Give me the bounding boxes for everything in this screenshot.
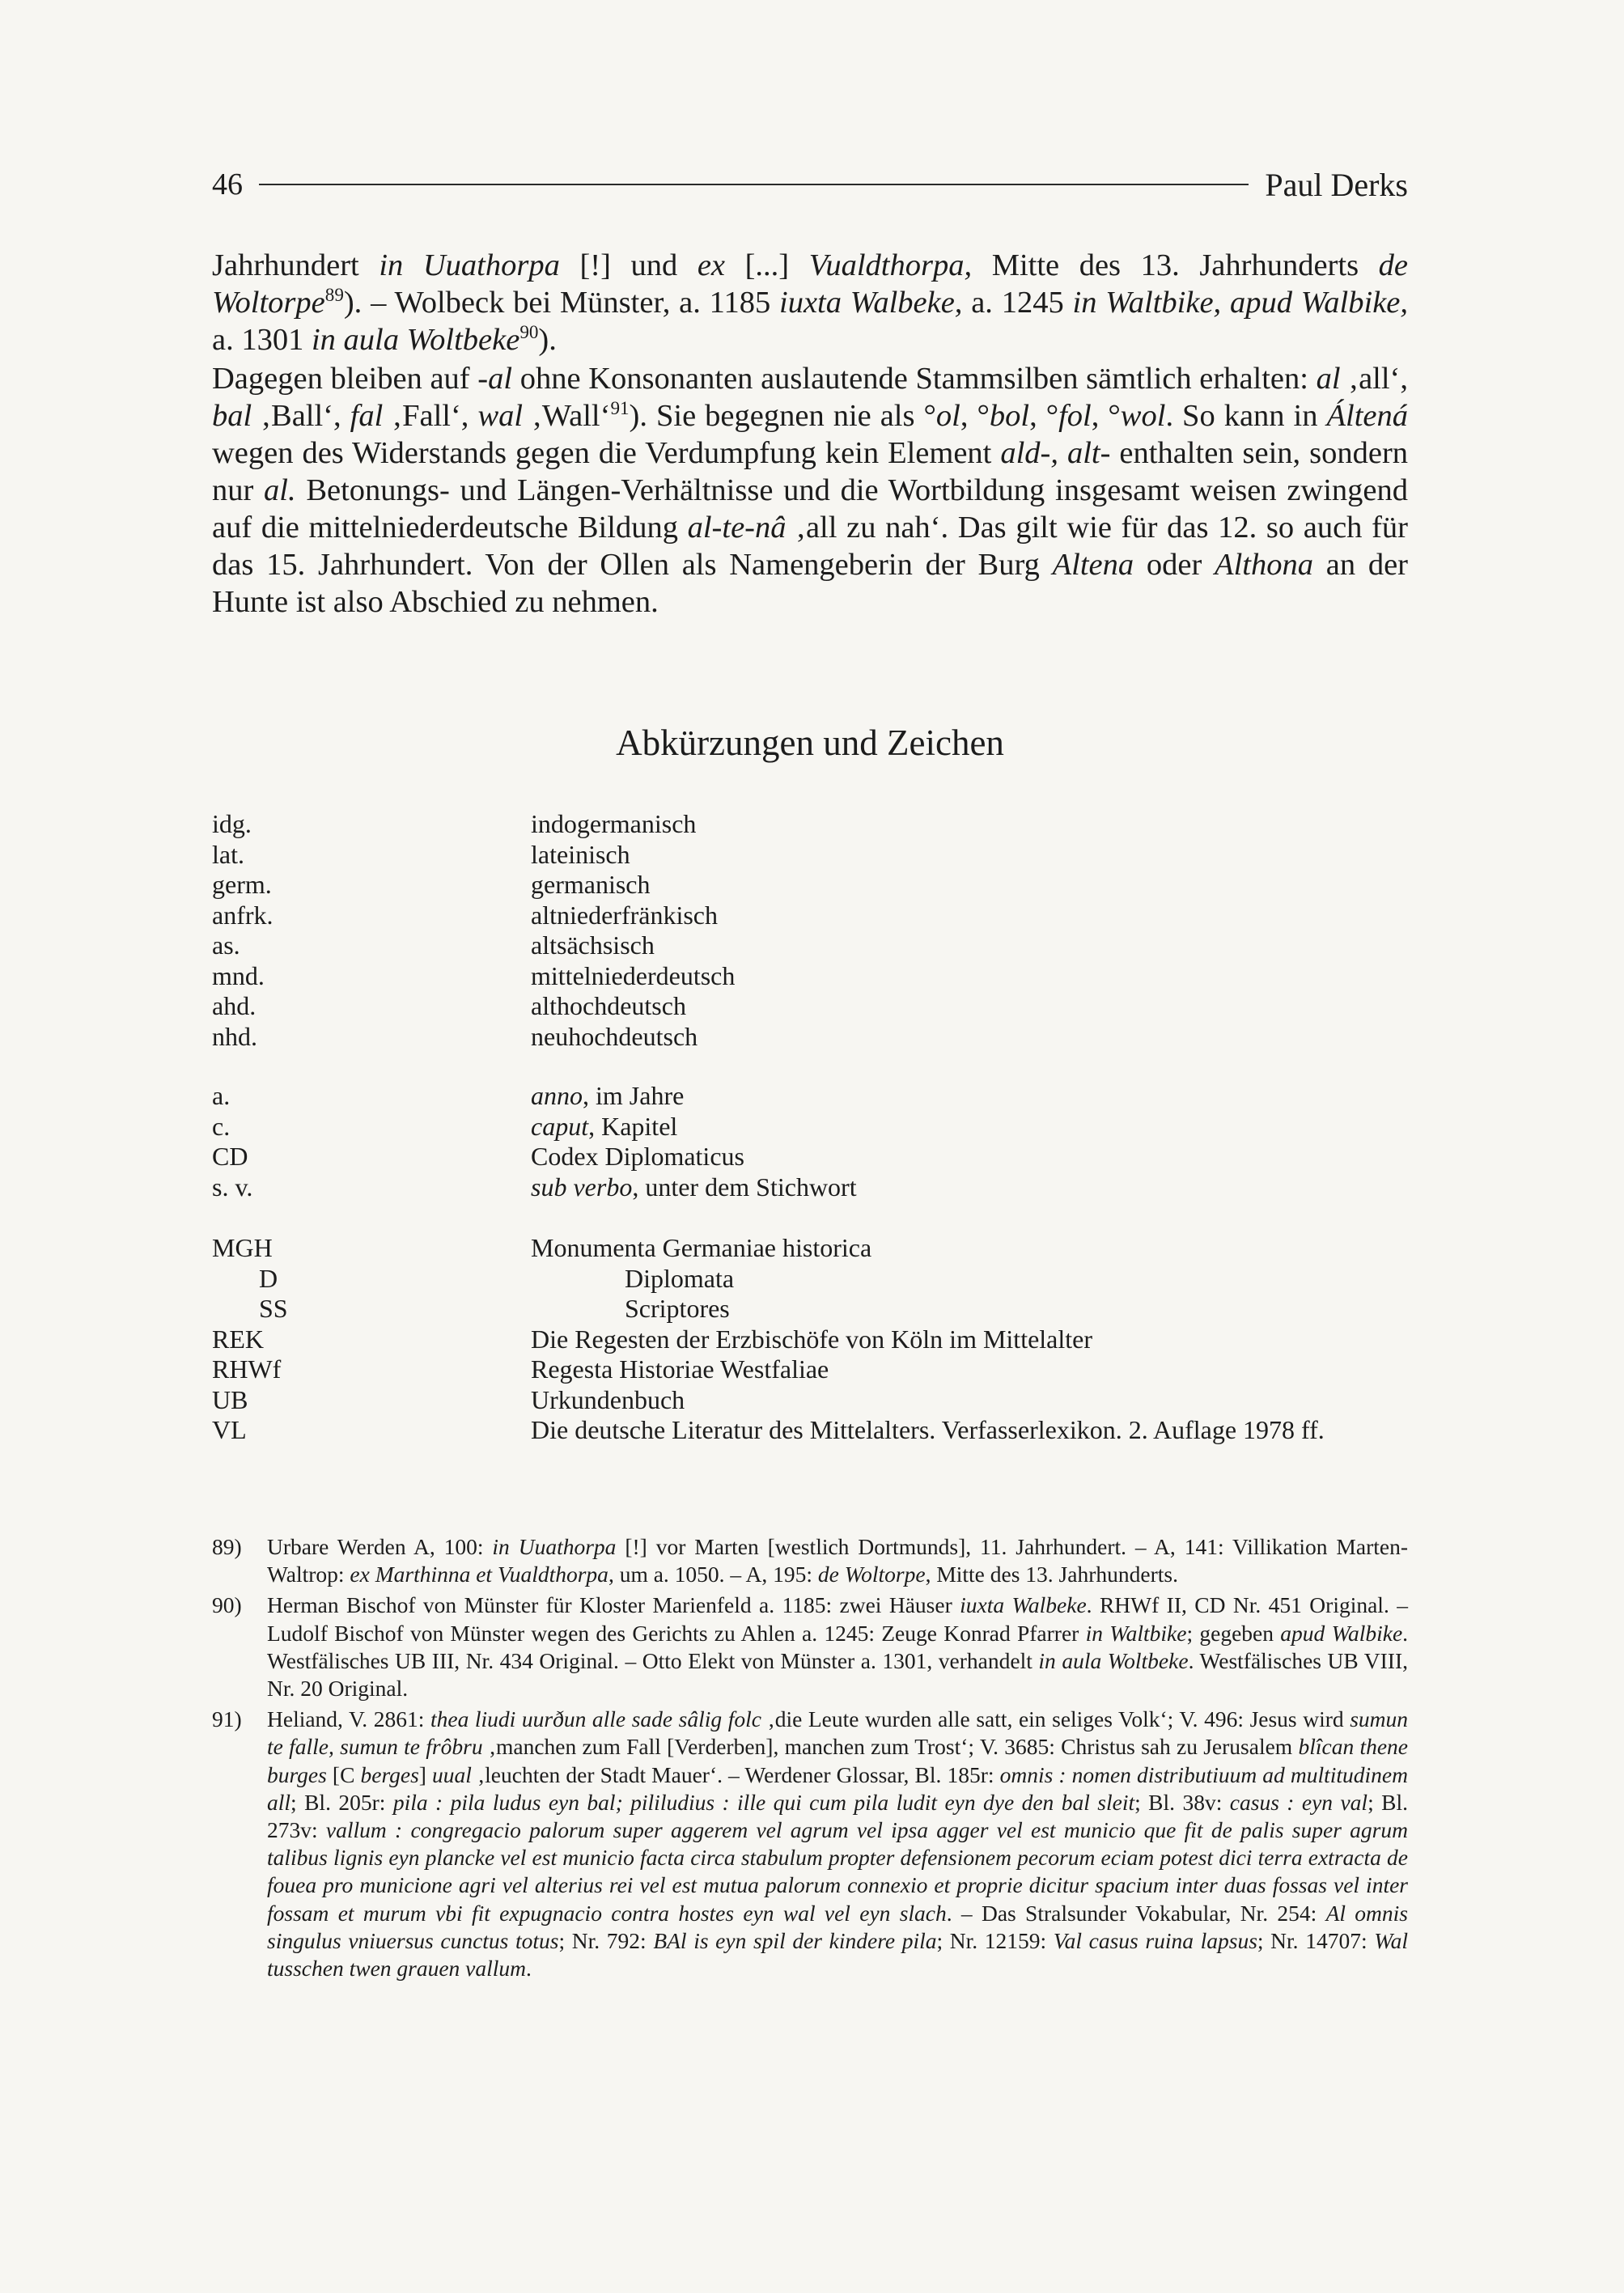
text-run: ohne Konsonanten auslautende Stammsilben sämtlich erhalten: bbox=[512, 362, 1317, 396]
text-run: Dagegen bleiben auf bbox=[212, 362, 478, 396]
abbrev-key: as. bbox=[212, 930, 240, 960]
text-run: lateinisch bbox=[531, 839, 630, 869]
abbrev-definition bbox=[531, 1354, 1408, 1385]
text-run: al bbox=[1316, 362, 1341, 396]
abbrev-key: c. bbox=[212, 1111, 231, 1141]
text-run: neuhochdeutsch bbox=[531, 1021, 698, 1051]
abbrev-definition bbox=[531, 809, 1408, 840]
text-run: althochdeutsch bbox=[531, 991, 686, 1020]
footnote-text bbox=[267, 1592, 1408, 1702]
text-run: a. 1245 bbox=[962, 286, 1073, 320]
running-header bbox=[212, 160, 1408, 209]
text-run: fal bbox=[350, 399, 384, 433]
text-run: altniederfränkisch bbox=[531, 900, 718, 930]
text-run: berges bbox=[360, 1761, 419, 1787]
text-run: Jahrhundert bbox=[212, 248, 379, 282]
text-run: Vualdthorpa, bbox=[808, 248, 973, 282]
text-run: enthalten sein, sondern nur bbox=[212, 436, 1409, 507]
abbrev-definition bbox=[531, 961, 1408, 992]
text-run: Áltená bbox=[1326, 399, 1408, 433]
text-run: ; Bl. 38v: bbox=[1134, 1789, 1230, 1815]
abbrev-key: lat. bbox=[212, 839, 244, 869]
text-run: germanisch bbox=[531, 870, 651, 899]
abbrev-key: CD bbox=[212, 1142, 248, 1171]
text-run: in Uuathorpa bbox=[492, 1534, 617, 1559]
abbrev-group-2 bbox=[212, 1081, 1408, 1202]
abbrev-group-1 bbox=[212, 809, 1408, 1052]
page-number: 46 bbox=[212, 167, 243, 201]
abbrev-key: VL bbox=[212, 1415, 247, 1444]
abbrev-row bbox=[212, 870, 1408, 901]
abbrev-row bbox=[212, 1142, 1408, 1172]
text-run: sumun te falle, sumun te frôbru bbox=[267, 1706, 1408, 1760]
abbrev-row bbox=[212, 1415, 1408, 1446]
abbrev-definition bbox=[531, 1415, 1408, 1446]
text-run: , Kapitel bbox=[588, 1111, 678, 1141]
text-run: Urkundenbuch bbox=[531, 1384, 685, 1414]
footnote-ref: 91 bbox=[610, 397, 630, 419]
abbrev-row bbox=[212, 1264, 1408, 1295]
text-run: . – Das Stralsunder Vokabular, Nr. 254: bbox=[946, 1900, 1326, 1926]
text-run: Altena bbox=[1052, 548, 1134, 582]
text-run: in aula Woltbeke bbox=[1038, 1647, 1189, 1673]
text-run: casus : eyn val bbox=[1229, 1789, 1368, 1815]
abbrev-definition bbox=[531, 1172, 1408, 1203]
abbrev-key: mnd. bbox=[212, 960, 265, 990]
text-run: de Woltorpe bbox=[817, 1562, 926, 1587]
text-run: bal bbox=[212, 399, 252, 433]
footnote-number: 89) bbox=[212, 1534, 242, 1559]
abbrev-definition bbox=[531, 1325, 1408, 1355]
text-run: Wal tusschen twen grauen vallum bbox=[267, 1927, 1409, 1981]
abbrev-definition bbox=[531, 870, 1408, 901]
running-author: Paul Derks bbox=[1265, 166, 1408, 203]
text-run: [!] vor Marten [westlich Dortmunds], 11. Jahrhundert. – A, 141: Villikation Marten-Waltrop: bbox=[267, 1534, 1408, 1587]
text-run: -al bbox=[477, 362, 513, 396]
text-run: al-te-nâ bbox=[687, 511, 787, 545]
abbrev-row bbox=[212, 840, 1408, 871]
footnote bbox=[212, 1533, 1408, 1588]
text-run: anno bbox=[531, 1081, 583, 1110]
paragraph-2 bbox=[212, 360, 1408, 621]
text-run: caput bbox=[531, 1111, 589, 1141]
abbrev-definition bbox=[531, 1385, 1408, 1416]
text-run: , im Jahre bbox=[583, 1081, 685, 1110]
abbrev-key: a. bbox=[212, 1081, 231, 1110]
text-run: in Uuathorpa bbox=[379, 248, 560, 282]
header-rule bbox=[259, 184, 1249, 185]
text-run: wal bbox=[477, 399, 524, 433]
text-run: ‚all zu nah‘. Das gilt wie für das 12. so auch für das 15. Jahrhundert. Von der Ollen als Namengeberin der Burg bbox=[212, 511, 1408, 582]
paragraph-1 bbox=[212, 247, 1408, 358]
footnote-text bbox=[267, 1533, 1408, 1588]
abbrev-row bbox=[212, 991, 1408, 1022]
abbrev-row bbox=[212, 1354, 1408, 1385]
text-run: thea liudi uurðun alle sade sâlig folc bbox=[430, 1706, 761, 1732]
footnote-ref: 90 bbox=[519, 321, 539, 343]
abbrev-key: MGH bbox=[212, 1233, 273, 1262]
abbrev-definition bbox=[531, 1233, 1408, 1264]
text-run: ex bbox=[697, 248, 726, 282]
text-run: , ° bbox=[1091, 399, 1121, 433]
abbrev-row bbox=[212, 1112, 1408, 1142]
footnote-number: 90) bbox=[212, 1592, 242, 1618]
footnote bbox=[212, 1706, 1408, 1982]
text-run: . So kann in bbox=[1165, 399, 1327, 433]
text-run: oder bbox=[1134, 548, 1215, 582]
text-run: ‚die Leute wurden alle satt, ein seliges Volk‘; V. 496: Jesus wird bbox=[761, 1706, 1351, 1732]
text-run: a. 1301 bbox=[212, 323, 312, 357]
text-run: Diplomata bbox=[625, 1263, 735, 1293]
text-run: ‚all‘, bbox=[1340, 362, 1409, 396]
section-title: Abkürzungen und Zeichen bbox=[616, 723, 1004, 763]
text-run: Die deutsche Literatur des Mittelalters. Verfasserlexikon. 2. Auflage 1978 ff. bbox=[531, 1415, 1325, 1444]
text-run: Heliand, V. 2861: bbox=[267, 1706, 430, 1732]
abbrev-definition bbox=[531, 1142, 1408, 1172]
abbrev-key: UB bbox=[212, 1384, 248, 1414]
text-run: Regesta Historiae Westfaliae bbox=[531, 1354, 829, 1384]
abbrev-row bbox=[212, 1081, 1408, 1112]
text-run: . RHWf II, CD Nr. 451 Original. – Ludolf Bischof von Münster wegen des Gerichts zu Ahlen a. 1245: Zeuge Konrad Pfarrer bbox=[267, 1592, 1408, 1646]
text-run: . Westfälisches UB VIII, Nr. 20 Original. bbox=[267, 1647, 1408, 1702]
text-run: Die Regesten der Erzbischöfe von Köln im Mittelalter bbox=[531, 1324, 1093, 1354]
text-run: al. bbox=[264, 473, 296, 507]
abbrev-row bbox=[212, 809, 1408, 840]
body-text bbox=[212, 247, 1408, 621]
text-run: , um a. 1050. – A, 195: bbox=[608, 1562, 818, 1587]
text-run: ). Sie begegnen nie als ° bbox=[629, 399, 936, 433]
abbrev-row bbox=[212, 1022, 1408, 1053]
abbrev-key: anfrk. bbox=[212, 900, 273, 930]
text-run: Betonungs- und Längen-Verhältnisse und die Wortbildung insgesamt weisen zwingend auf die mittelniederdeutsche Bildung bbox=[212, 473, 1408, 545]
text-run: Monumenta Germaniae historica bbox=[531, 1233, 872, 1262]
abbrev-row bbox=[212, 1294, 1408, 1325]
abbrev-row bbox=[212, 1385, 1408, 1416]
abbrev-definition bbox=[531, 930, 1408, 961]
text-run: Herman Bischof von Münster für Kloster Marienfeld a. 1185: zwei Häuser bbox=[267, 1592, 960, 1618]
text-run: pila : pila ludus eyn bal; pililudius : ille qui cum pila ludit eyn dye den bal sleit bbox=[392, 1789, 1135, 1815]
text-run: Scriptores bbox=[625, 1294, 730, 1323]
text-run: BAl is eyn spil der kindere pila bbox=[653, 1927, 937, 1953]
abbrev-definition bbox=[531, 991, 1408, 1022]
text-run: wol bbox=[1120, 399, 1166, 433]
footnote-text bbox=[267, 1706, 1408, 1982]
abbrev-key: nhd. bbox=[212, 1021, 257, 1051]
text-run: in Waltbike, apud Walbike, bbox=[1072, 286, 1408, 320]
abbrev-definition bbox=[578, 1264, 1408, 1295]
text-run: Val casus ruina lapsus bbox=[1053, 1927, 1257, 1953]
footnotes bbox=[212, 1533, 1408, 1986]
abbrev-row bbox=[212, 901, 1408, 931]
text-run: mittelniederdeutsch bbox=[531, 960, 736, 990]
text-run: [C bbox=[326, 1761, 361, 1787]
text-run: Codex Diplomaticus bbox=[531, 1142, 744, 1171]
abbrev-definition bbox=[531, 1081, 1408, 1112]
text-run: ‚leuchten der Stadt Mauer‘. – Werdener Glossar, Bl. 185r: bbox=[471, 1761, 1000, 1787]
text-run: iuxta Walbeke, bbox=[779, 286, 963, 320]
text-run: , ° bbox=[1029, 399, 1059, 433]
text-run: ald-, alt- bbox=[1000, 436, 1111, 470]
text-run: ; Nr. 12159: bbox=[936, 1927, 1054, 1953]
text-run: bol bbox=[989, 399, 1030, 433]
abbrev-group-3 bbox=[212, 1233, 1408, 1446]
abbrev-row bbox=[212, 1172, 1408, 1203]
text-run: , unter dem Stichwort bbox=[632, 1172, 857, 1202]
abbrev-key: RHWf bbox=[212, 1354, 282, 1384]
text-run: omnis : nomen distributiuum ad multitudinem all bbox=[267, 1761, 1408, 1815]
text-run: , ° bbox=[960, 399, 990, 433]
text-run: indogermanisch bbox=[531, 809, 697, 838]
text-run: [...] bbox=[725, 248, 809, 282]
text-run: ; Bl. 273v: bbox=[267, 1789, 1408, 1843]
text-run: ‚Wall‘ bbox=[523, 399, 611, 433]
abbrev-row bbox=[212, 930, 1408, 961]
text-run: ; Bl. 205r: bbox=[290, 1789, 393, 1815]
abbrev-key: s. v. bbox=[212, 1172, 253, 1202]
text-run: ; Nr. 14707: bbox=[1257, 1927, 1375, 1953]
text-run: in Waltbike bbox=[1085, 1620, 1187, 1646]
text-run: ‚Fall‘, bbox=[383, 399, 478, 433]
text-run: iuxta Walbeke bbox=[960, 1592, 1087, 1618]
footnote-ref: 89 bbox=[324, 284, 344, 306]
text-run: ; gegeben bbox=[1186, 1620, 1281, 1646]
abbrev-row bbox=[212, 1325, 1408, 1355]
text-run: , Mitte des 13. Jahrhunderts. bbox=[925, 1562, 1178, 1587]
abbrev-definition bbox=[531, 901, 1408, 931]
text-run: uual bbox=[432, 1761, 472, 1787]
footnote-number: 91) bbox=[212, 1706, 242, 1732]
text-run: wegen des Widerstands gegen die Verdumpfung kein Element bbox=[212, 436, 1001, 470]
text-run: apud Walbike bbox=[1280, 1620, 1403, 1646]
text-run: ). – Wolbeck bei Münster, a. 1185 bbox=[343, 286, 780, 320]
abbrev-key: idg. bbox=[212, 809, 252, 838]
text-run: Althona bbox=[1215, 548, 1313, 582]
text-run: Mitte des 13. Jahrhunderts bbox=[972, 248, 1379, 282]
text-run: ). bbox=[538, 323, 557, 357]
footnote bbox=[212, 1592, 1408, 1702]
text-run: ; Nr. 792: bbox=[558, 1927, 654, 1953]
text-run: ‚manchen zum Fall [Verderben], manchen zum Trost‘; V. 3685: Christus sah zu Jerusalem bbox=[482, 1734, 1299, 1760]
abbrev-key: SS bbox=[259, 1294, 288, 1323]
text-run: . bbox=[526, 1956, 532, 1981]
text-run: fol bbox=[1058, 399, 1092, 433]
abbrev-definition bbox=[531, 1112, 1408, 1142]
abbrev-definition bbox=[531, 840, 1408, 871]
text-run: altsächsisch bbox=[531, 930, 655, 960]
text-run: blîcan thene burges bbox=[267, 1734, 1408, 1787]
text-run: de Woltorpe bbox=[212, 248, 1408, 320]
abbrev-key: germ. bbox=[212, 870, 272, 899]
abbrev-definition bbox=[531, 1022, 1408, 1053]
text-run: vallum : congregacio palorum super aggerem vel agrum vel ipsa agger vel est municio que fit de palis super agrum talibus lignis eyn plancke vel est municio facta circa stabulum propter defensionem pecorum eciam potest dici terra extracta de fouea pro municione agri vel alterius rei vel est mutua palorum connexio et proprie dicitur spacium inter duas fossas vel inter fossam et murum vbi fit expugnacio contra hostes eyn wal vel eyn slach bbox=[267, 1817, 1408, 1926]
text-run: [!] und bbox=[559, 248, 698, 282]
text-run: an der Hunte ist also Abschied zu nehmen. bbox=[212, 548, 1408, 619]
text-run: Al omnis singulus vniuersus cunctus totus bbox=[267, 1900, 1409, 1953]
text-run: Urbare Werden A, 100: bbox=[267, 1534, 493, 1559]
text-run: in aula Woltbeke bbox=[311, 323, 520, 357]
abbrev-definition bbox=[578, 1294, 1408, 1325]
abbrev-key: D bbox=[259, 1263, 278, 1293]
abbrev-key: REK bbox=[212, 1324, 264, 1354]
text-run: ] bbox=[418, 1761, 433, 1787]
abbrev-key: ahd. bbox=[212, 991, 257, 1020]
text-run: ol bbox=[935, 399, 960, 433]
abbrev-row bbox=[212, 961, 1408, 992]
text-run: sub verbo bbox=[531, 1172, 633, 1202]
text-run: ex Marthinna et Vualdthorpa bbox=[350, 1562, 608, 1587]
text-run: ‚Ball‘, bbox=[252, 399, 350, 433]
abbrev-row bbox=[212, 1233, 1408, 1264]
text-run: . Westfälisches UB III, Nr. 434 Original. – Otto Elekt von Münster a. 1301, verhandelt bbox=[267, 1620, 1409, 1673]
